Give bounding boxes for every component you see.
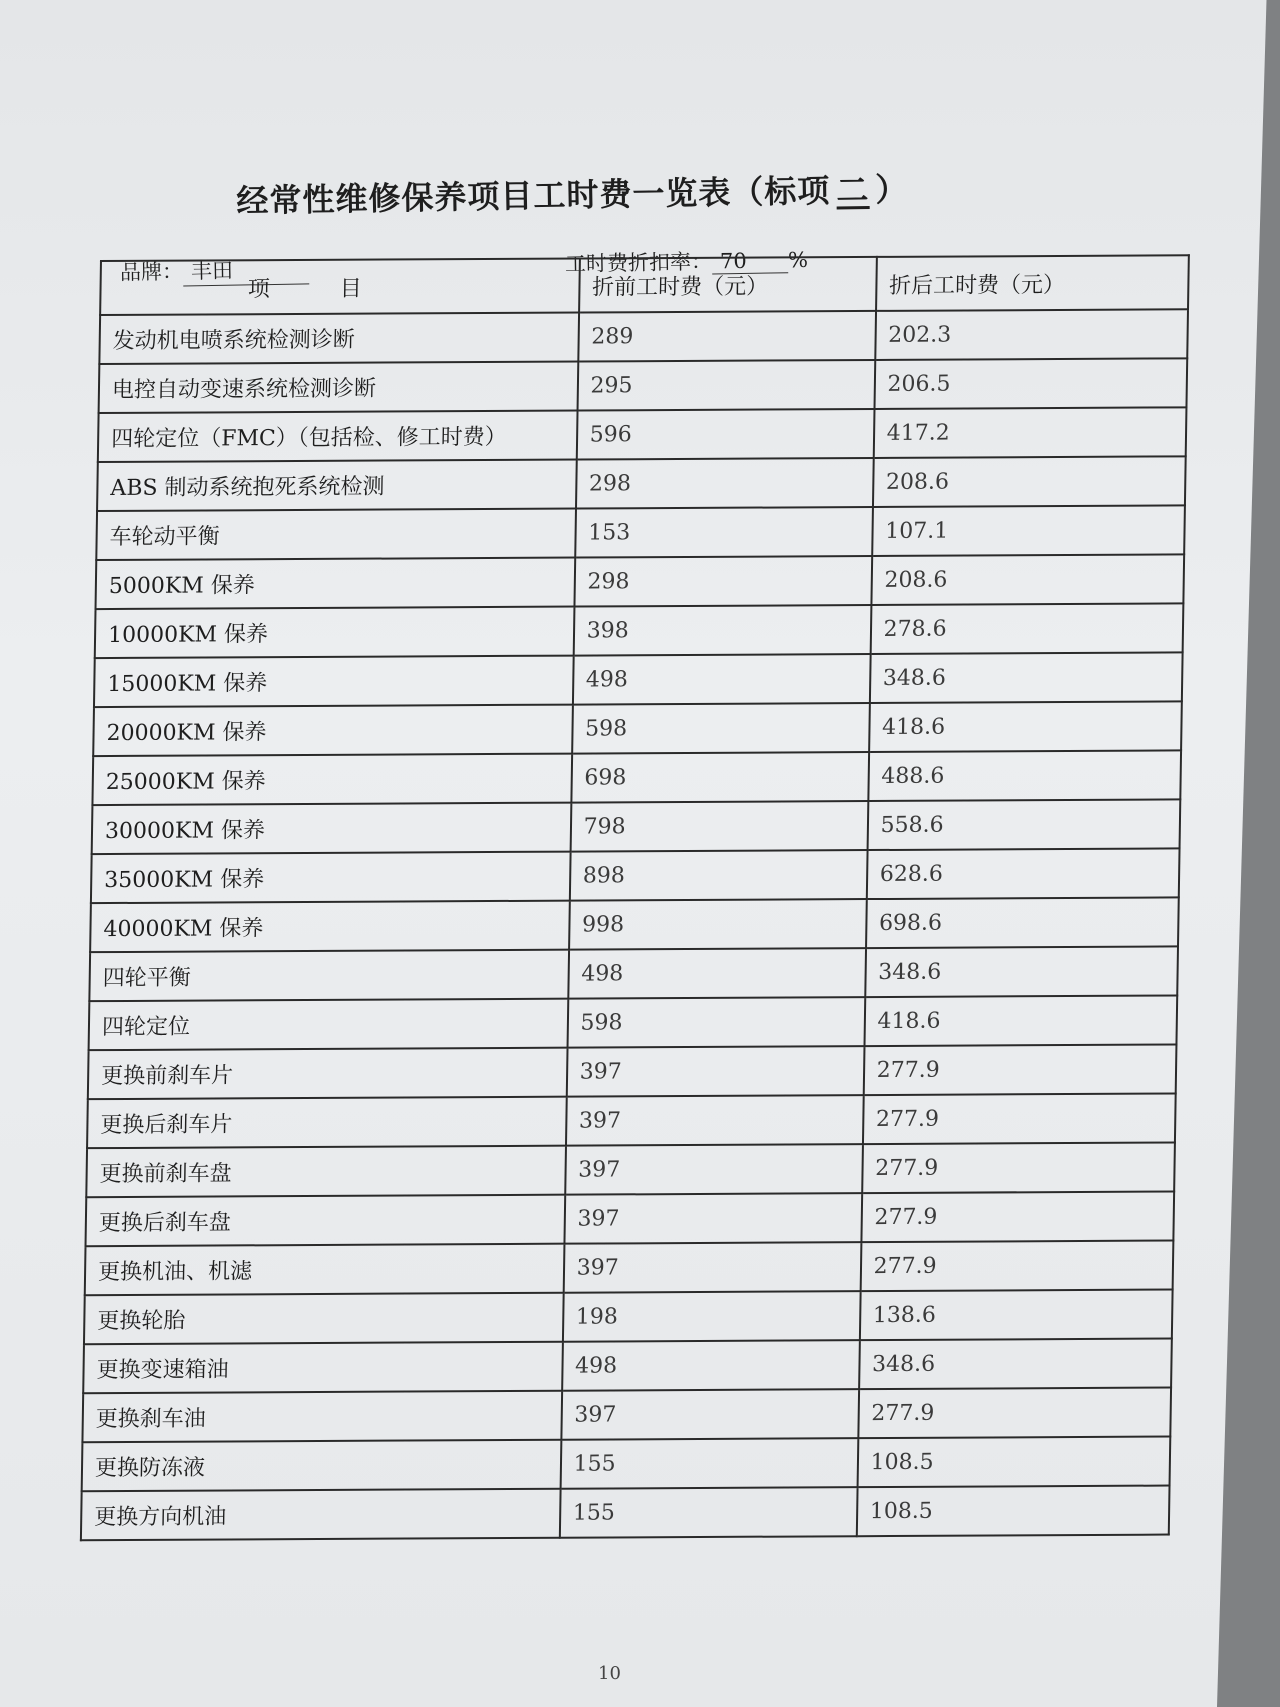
- table-header-row: [100, 255, 1189, 315]
- price-after-cell: 277.9: [861, 1191, 1174, 1242]
- table-row: [85, 1240, 1174, 1295]
- price-after-cell: 348.6: [865, 946, 1178, 997]
- price-before-cell: 397: [564, 1193, 862, 1244]
- price-after-cell: 277.9: [863, 1093, 1176, 1144]
- item-name-cell: ABS 制动系统抱死系统检测: [97, 460, 576, 512]
- table-row: [91, 848, 1180, 903]
- page-number: 10: [598, 1663, 621, 1684]
- price-after-cell: 206.5: [874, 358, 1187, 409]
- price-before-cell: 155: [559, 1487, 857, 1538]
- table-row: [92, 799, 1181, 854]
- price-after-cell: 277.9: [862, 1142, 1175, 1193]
- discount-rate-value: 70: [712, 248, 788, 274]
- price-before-cell: 155: [560, 1438, 858, 1489]
- item-name-cell: 25000KM 保养: [92, 754, 571, 806]
- brand-value: 丰田: [183, 253, 310, 286]
- price-before-cell: 153: [575, 507, 873, 558]
- item-name-cell: 电控自动变速系统检测诊断: [99, 362, 578, 414]
- discount-rate-unit: %: [787, 247, 809, 273]
- item-name-cell: 更换刹车油: [82, 1391, 561, 1443]
- table-row: [87, 1093, 1176, 1148]
- price-before-cell: 898: [569, 850, 867, 901]
- item-name-cell: 5000KM 保养: [96, 558, 575, 610]
- labor-fee-table: [80, 254, 1190, 1541]
- price-after-cell: 348.6: [870, 652, 1183, 703]
- table-row: [86, 1142, 1175, 1197]
- price-after-cell: 418.6: [864, 995, 1177, 1046]
- price-after-cell: 558.6: [867, 799, 1180, 850]
- item-name-cell: 四轮定位: [89, 999, 568, 1051]
- table-row: [81, 1486, 1170, 1541]
- price-after-cell: 208.6: [873, 456, 1186, 507]
- header-price-after-discount: 折后工时费（元）: [876, 255, 1189, 311]
- table-row: [93, 701, 1182, 756]
- price-before-cell: 397: [566, 1095, 864, 1146]
- price-after-cell: 418.6: [869, 701, 1182, 752]
- table-row: [82, 1388, 1171, 1443]
- price-after-cell: 417.2: [873, 407, 1186, 458]
- table-row: [97, 456, 1186, 511]
- item-name-cell: 更换前刹车盘: [86, 1146, 565, 1198]
- table-row: [82, 1437, 1171, 1492]
- item-name-cell: 20000KM 保养: [93, 705, 572, 757]
- header-item: 项目: [100, 258, 579, 315]
- table-row: [99, 358, 1188, 413]
- price-before-cell: 397: [565, 1144, 863, 1195]
- table-row: [96, 505, 1185, 560]
- price-before-cell: 198: [563, 1291, 861, 1342]
- price-before-cell: 598: [572, 703, 870, 754]
- price-before-cell: 298: [576, 458, 874, 509]
- item-name-cell: 更换后刹车片: [87, 1097, 566, 1149]
- price-after-cell: 108.5: [856, 1486, 1169, 1537]
- price-before-cell: 289: [578, 311, 876, 362]
- header-price-before-discount: 折前工时费（元）: [579, 257, 877, 313]
- price-before-cell: 698: [571, 752, 869, 803]
- price-before-cell: 498: [562, 1340, 860, 1391]
- price-before-cell: 295: [577, 360, 875, 411]
- item-name-cell: 10000KM 保养: [95, 607, 574, 659]
- discount-rate-label: 工时费折扣率：: [564, 249, 713, 277]
- price-after-cell: 628.6: [866, 848, 1179, 899]
- item-name-cell: 发动机电喷系统检测诊断: [99, 312, 578, 364]
- table-row: [99, 309, 1188, 364]
- table-row: [96, 554, 1185, 609]
- item-name-cell: 四轮定位（FMC）（包括检、修工时费）: [98, 411, 577, 463]
- item-name-cell: 更换后刹车盘: [86, 1195, 565, 1247]
- table-row: [89, 995, 1178, 1050]
- background-surface: [1190, 0, 1280, 1707]
- price-after-cell: 348.6: [859, 1339, 1172, 1390]
- title-text: 经常性维修保养项目工时费一览表（标项: [236, 171, 831, 220]
- title-suffix: ）: [875, 170, 909, 209]
- table-row: [83, 1339, 1172, 1394]
- table-row: [84, 1290, 1173, 1345]
- price-before-cell: 798: [570, 801, 868, 852]
- price-before-cell: 397: [563, 1242, 861, 1293]
- table-row: [98, 407, 1187, 462]
- price-before-cell: 397: [566, 1046, 864, 1097]
- item-name-cell: 更换变速箱油: [83, 1342, 562, 1394]
- item-name-cell: 40000KM 保养: [90, 901, 569, 953]
- table-row: [90, 897, 1179, 952]
- item-name-cell: 更换防冻液: [82, 1440, 561, 1492]
- item-name-cell: 30000KM 保养: [92, 803, 571, 855]
- price-after-cell: 278.6: [870, 603, 1183, 654]
- table-row: [92, 750, 1181, 805]
- table-row: [89, 946, 1178, 1001]
- price-after-cell: 698.6: [866, 897, 1179, 948]
- price-before-cell: 598: [567, 997, 865, 1048]
- item-name-cell: 车轮动平衡: [96, 509, 575, 561]
- price-after-cell: 488.6: [868, 750, 1181, 801]
- price-after-cell: 202.3: [875, 309, 1188, 360]
- price-after-cell: 138.6: [860, 1290, 1173, 1341]
- price-after-cell: 107.1: [872, 505, 1185, 556]
- page-title: [236, 163, 977, 222]
- item-name-cell: 更换轮胎: [84, 1293, 563, 1345]
- price-before-cell: 498: [573, 654, 871, 705]
- brand-label: 品牌：: [119, 259, 184, 285]
- item-name-cell: 四轮平衡: [89, 950, 568, 1002]
- item-name-cell: 更换方向机油: [81, 1489, 560, 1541]
- price-before-cell: 298: [574, 556, 872, 607]
- item-name-cell: 更换前刹车片: [88, 1048, 567, 1100]
- table-row: [94, 652, 1183, 707]
- item-name-cell: 35000KM 保养: [91, 852, 570, 904]
- price-before-cell: 498: [568, 948, 866, 999]
- price-before-cell: 596: [576, 409, 874, 460]
- price-before-cell: 398: [573, 605, 871, 656]
- price-after-cell: 277.9: [863, 1044, 1176, 1095]
- price-before-cell: 998: [569, 899, 867, 950]
- item-name-cell: 更换机油、机滤: [85, 1244, 564, 1296]
- table-body: [81, 309, 1188, 1540]
- item-name-cell: 15000KM 保养: [94, 656, 573, 708]
- price-after-cell: 208.6: [871, 554, 1184, 605]
- price-after-cell: 277.9: [860, 1240, 1173, 1291]
- price-after-cell: 108.5: [857, 1437, 1170, 1488]
- title-lot-number: 二: [836, 170, 870, 210]
- price-after-cell: 277.9: [858, 1388, 1171, 1439]
- table-row: [95, 603, 1184, 658]
- price-before-cell: 397: [561, 1389, 859, 1440]
- table-row: [86, 1191, 1175, 1246]
- table-row: [88, 1044, 1177, 1099]
- labor-fee-table-wrapper: [80, 254, 1190, 1541]
